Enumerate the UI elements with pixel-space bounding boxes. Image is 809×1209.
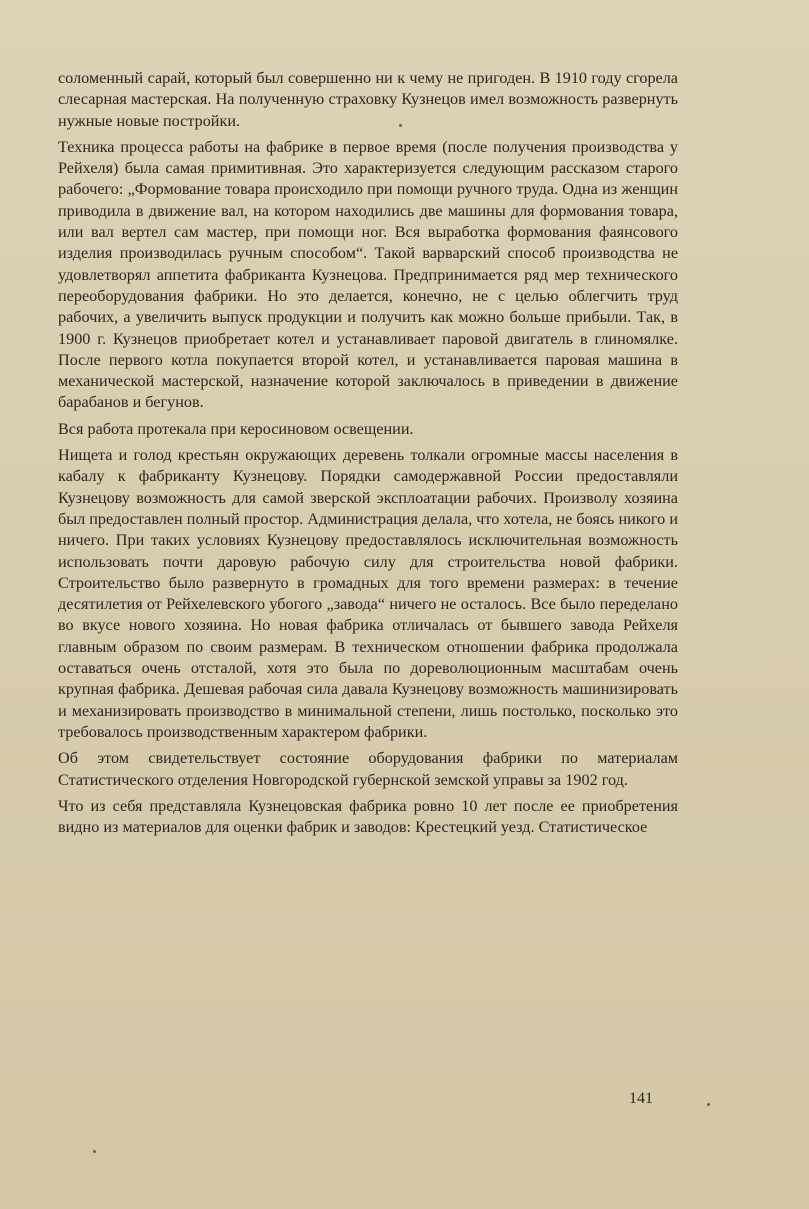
paragraph-4: Нищета и голод крестьян окружающих деревень толкали огромные массы населения в кабалу к фабриканту Кузнецову. Порядки самодержавной России предоставляли Кузнецову возможность для самой зверской эксплоатации рабочих. Произволу хозяина был предоставлен полный простор. Администрация делала, что хотела, не боясь никого и ничего. При таких условиях Кузнецову предоставлялось исключительная возможность использовать почти даровую рабочую силу для строительства новой фабрики. Строительство было развернуто в громадных для того времени размерах: в течение десятилетия от Рейхелевского убогого „завода“ ничего не осталось. Все было переделано во вкусе нового хозяина. Но новая фабрика отличалась от бывшего завода Рейхеля главным образом по своим размерам. В техническом отношении фабрика продолжала оставаться очень отсталой, хотя это была по дореволюционным масштабам очень крупная фабрика. Дешевая рабочая сила давала Кузнецову возможность машинизировать и механизировать производство в минимальной степени, лишь постолько, посколько это требовалось производственным характером фабрики. — [58, 446, 678, 741]
paragraph-2: Техника процесса работы на фабрике в первое время (после получения производства у Рейхеля) была самая примитивная. Это характеризуется следующим рассказом старого рабочего: „Формование товара происходило при помощи ручного труда. Одна из женщин приводила в движение вал, на котором находились две машины для формования товара, или вал вертел сам мастер, при помощи ног. Вся выработка формования фаянсового изделия производилась ручным способом“. Такой варварский способ производства не удовлетворял аппетита фабриканта Кузнецова. Предпринимается ряд мер технического переоборудования фабрики. Но это делается, конечно, не с целью облегчить труд рабочих, а увеличить выпуск продукции и получить как можно больше прибыли. Так, в 1900 г. Кузнецов приобретает котел и устанавливает паровой двигатель в глиномялке. После первого котла покупается второй котел, и устанавливается паровая машина в механической мастерской, назначение которой заключалось в приведении в движение барабанов и бегунов. — [58, 137, 678, 412]
paragraph-1: соломенный сарай, который был совершенно ни к чему не пригоден. В 1910 году сгорела слесарная мастерская. На полученную страховку Кузнецов имел возможность развернуть нужные новые постройки. — [58, 69, 678, 130]
paper-speck — [93, 1150, 96, 1153]
paragraph-3: Вся работа протекала при керосиновом освещении. — [58, 419, 414, 438]
body-text — [58, 68, 678, 843]
paragraph-5: Об этом свидетельствует состояние оборудования фабрики по материалам Статистического отделения Новгородской губернской земской управы за 1902 год. — [58, 749, 678, 789]
paper-speck — [707, 1103, 710, 1106]
paper-speck — [399, 124, 402, 127]
paragraph-6: Что из себя представляла Кузнецовская фабрика ровно 10 лет после ее приобретения видно из материалов для оценки фабрик и заводов: Крестецкий уезд. Статистическое — [58, 796, 678, 837]
page-number: 141 — [629, 1090, 653, 1107]
